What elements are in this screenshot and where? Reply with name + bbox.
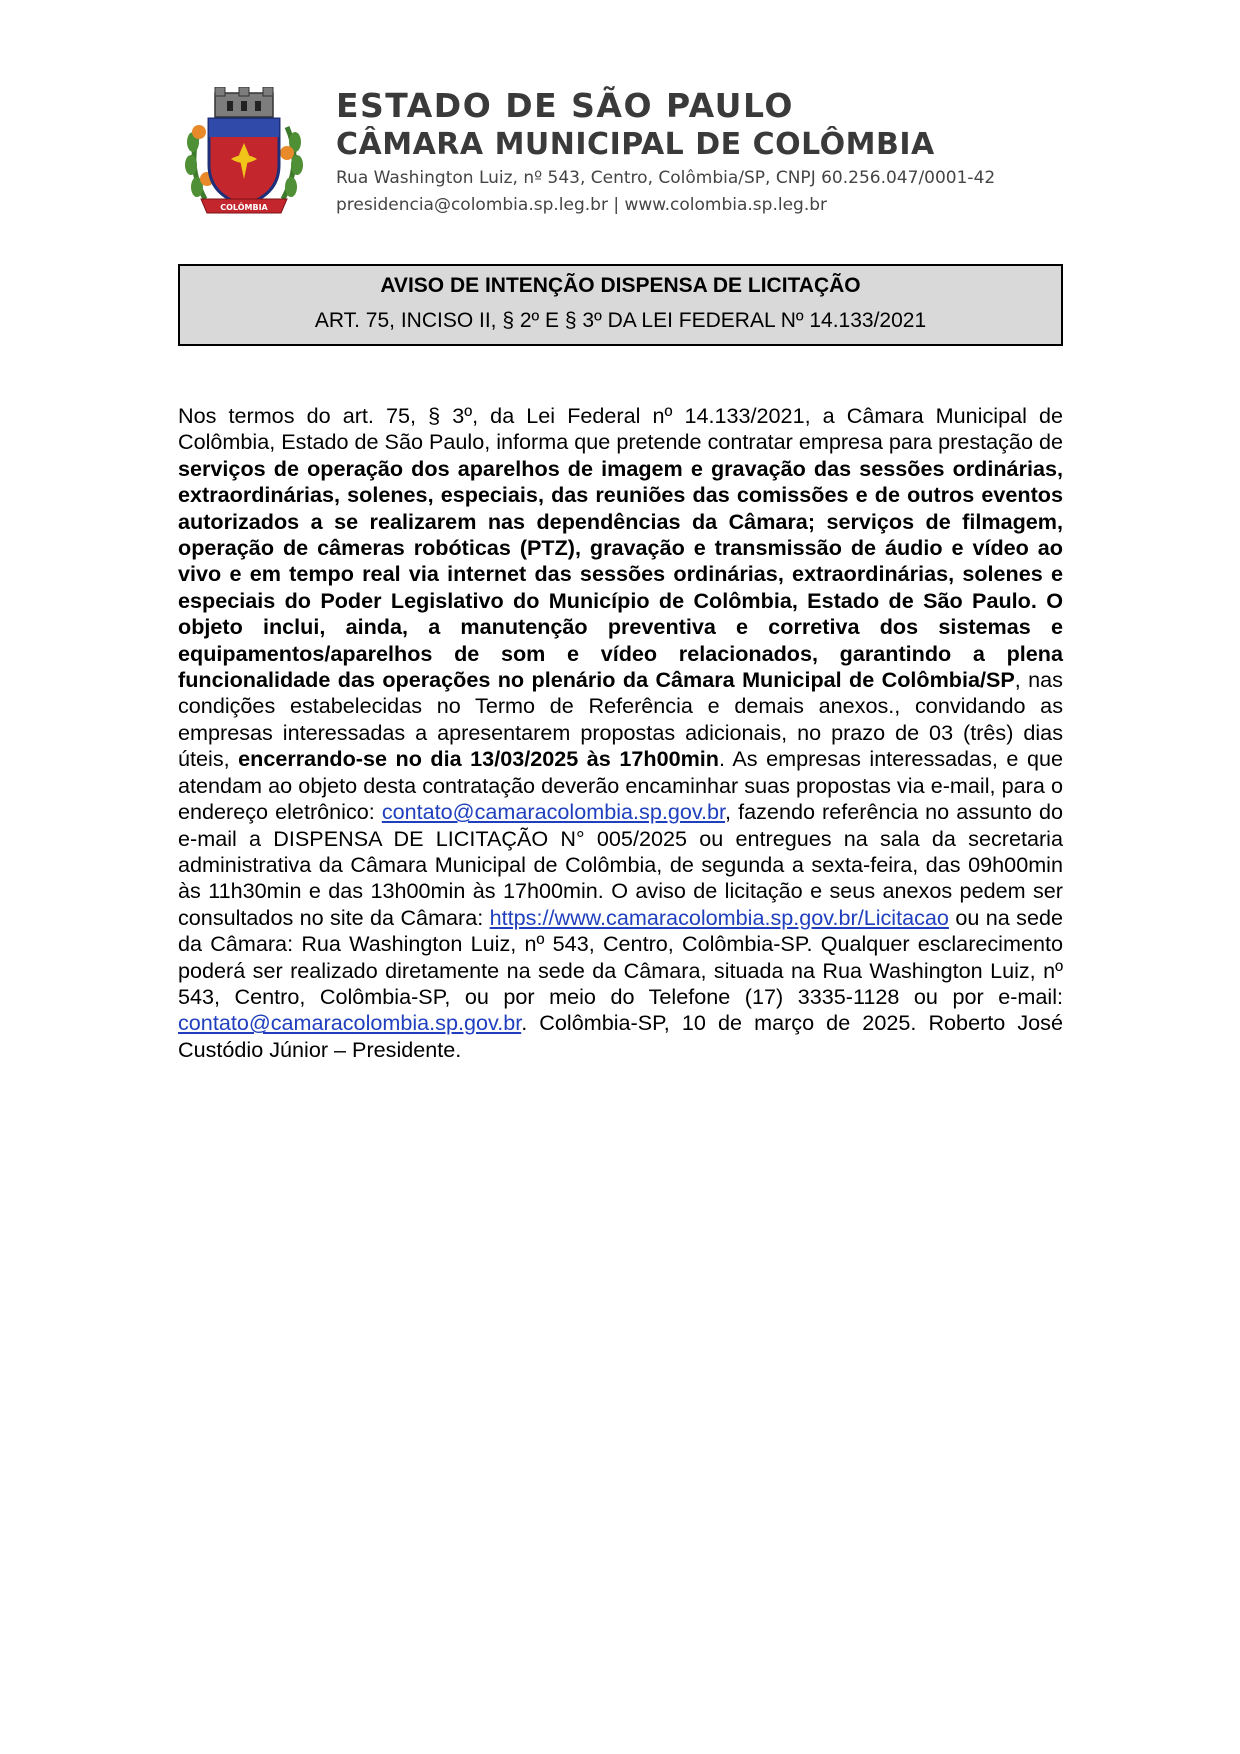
body-text-segment: , nas condições estabelecidas no Termo de Referência e demais anexos., convidando as empresas interessadas a apresentarem propostas adicionais, no prazo de 03 (três) dias úteis,	[178, 667, 1063, 772]
licitacao-url-link[interactable]: https://www.camaracolombia.sp.gov.br/Licitacao	[489, 904, 949, 930]
contact-email-link[interactable]: contato@camaracolombia.sp.gov.br	[178, 1010, 522, 1036]
contact-email-link[interactable]: contato@camaracolombia.sp.gov.br	[381, 799, 726, 825]
body-bold-object: serviços de operação dos aparelhos de imagem e gravação das sessões ordinárias, extraordinárias, solenes, especiais, das reuniões das comissões e de outros eventos autorizados a se realizarem nas dependências da Câmara; serviços de filmagem, operação de câmeras robóticas (PTZ), gravação e transmissão de áudio e vídeo ao vivo e em tempo real via internet das sessões ordinárias, extraordinárias, solenes e especiais do Poder Legislativo do Município de Colômbia, Estado de São Paulo. O objeto inclui, ainda, a manutenção preventiva e corretiva dos sistemas e equipamentos/aparelhos de som e vídeo relacionados, garantindo a plena funcionalidade das operações no plenário da Câmara Municipal de Colômbia/SP	[178, 455, 1063, 693]
letterhead-contacts: presidencia@colombia.sp.leg.br | www.colombia.sp.leg.br	[336, 195, 827, 215]
chamber-heading: CÂMARA MUNICIPAL DE COLÔMBIA	[336, 127, 935, 162]
body-text-segment: , fazendo referência no assunto do e-mail a DISPENSA DE LICITAÇÃO N° 005/2025 ou entregues na sala da secretaria administrativa da Câmara Municipal de Colômbia, de segunda a sexta-feira, das 09h00min às 11h30min e das 13h00min às 17h00min. O aviso de licitação e seus anexos pedem ser consultados no site da Câmara:	[178, 799, 1064, 930]
notice-title-box	[178, 264, 1063, 346]
state-heading: ESTADO DE SÃO PAULO	[336, 86, 794, 125]
svg-text:COLÔMBIA: COLÔMBIA	[220, 203, 268, 212]
body-text-segment: . As empresas interessadas, e que atendam ao objeto desta contratação deverão encaminhar suas propostas via e-mail, para o endereço eletrônico:	[178, 746, 1063, 825]
letterhead-address: Rua Washington Luiz, nº 543, Centro, Colômbia/SP, CNPJ 60.256.047/0001-42	[336, 168, 996, 188]
body-text-segment: Nos termos do art. 75, § 3º, da Lei Federal nº 14.133/2021, a Câmara Municipal de Colômbia, Estado de São Paulo, informa que pretende contratar empresa para prestação de	[178, 403, 1063, 455]
body-text-segment: ou na sede da Câmara: Rua Washington Luiz, nº 543, Centro, Colômbia-SP. Qualquer esclarecimento poderá ser realizado diretamente na sede da Câmara, situada na Rua Washington Luiz, nº 543, Centro, Colômbia-SP, ou por meio do Telefone (17) 3335-1128 ou por e-mail:	[178, 904, 1063, 1009]
letterhead	[178, 82, 1058, 232]
municipal-crest-icon	[183, 87, 305, 219]
body-text-segment: . Colômbia-SP, 10 de março de 2025. Roberto José Custódio Júnior – Presidente.	[178, 1010, 1063, 1062]
notice-body	[178, 403, 1063, 1063]
notice-subtitle: ART. 75, INCISO II, § 2º E § 3º DA LEI FEDERAL Nº 14.133/2021	[314, 309, 927, 332]
body-bold-deadline: encerrando-se no dia 13/03/2025 às 17h00min	[238, 746, 719, 772]
notice-title: AVISO DE INTENÇÃO DISPENSA DE LICITAÇÃO	[380, 274, 861, 297]
